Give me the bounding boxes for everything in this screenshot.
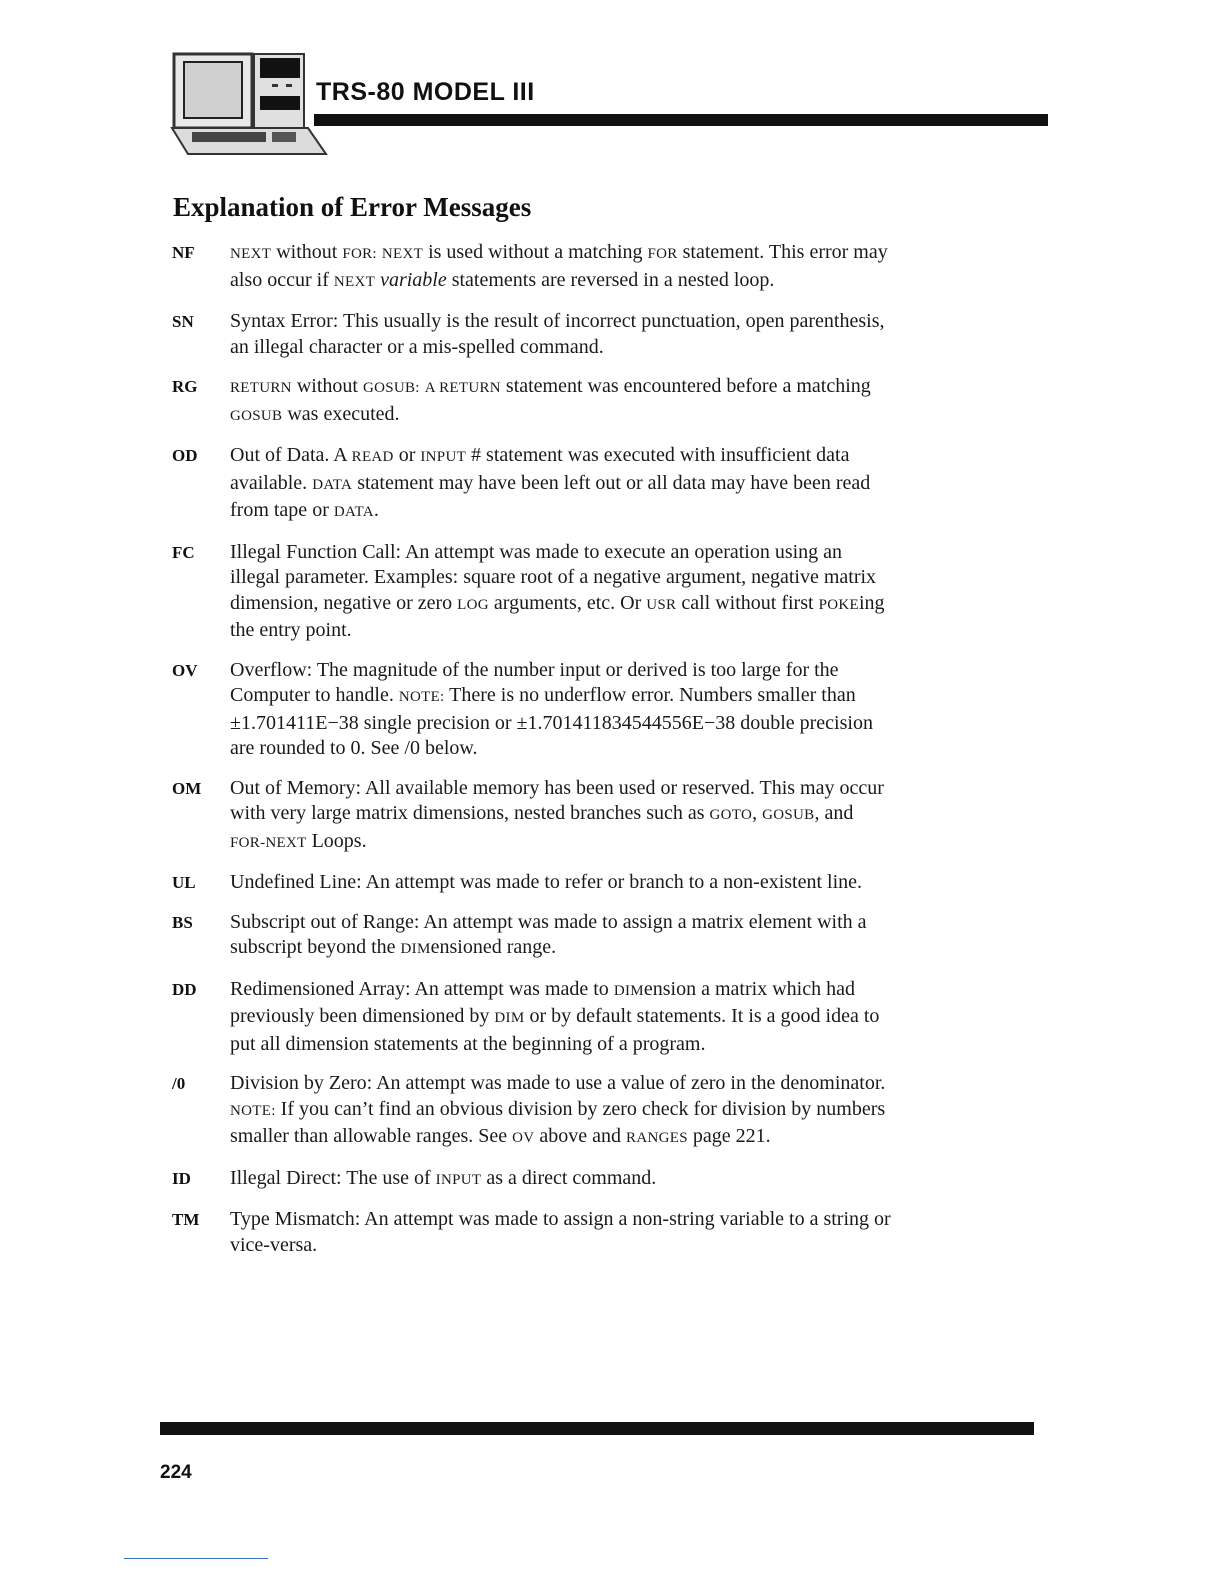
error-entry [172,374,892,429]
description-text: Overflow: The magnitude of the number input or derived is too large for the Computer to handle. [230,658,839,706]
error-description [230,977,892,1058]
keyword: NOTE: [230,1102,276,1119]
error-code: ID [172,1168,191,1188]
error-entry [172,1207,892,1258]
model-title: TRS-80 MODEL III [316,78,535,106]
error-code: BS [172,912,193,932]
description-text: was executed. [282,402,400,425]
error-code: NF [172,243,195,262]
description-text: , [752,802,763,824]
keyword: LOG [457,596,489,613]
description-text: statements are reversed in a nested loop. [446,268,775,291]
keyword: POKE [818,596,859,613]
description-text: ing the entry point. [230,591,885,641]
error-code: UL [172,873,196,892]
description-text: call without first [676,591,819,614]
trs80-computer-icon [168,48,328,158]
description-text: is used without a matching [423,241,648,263]
description-text: There is no underflow error. Numbers smaller than ±1.701411E−38 single precision or ±1.701411834544556E−38 double precision are rounded to 0. See /0 below. [230,684,873,759]
keyword: A RETURN [424,380,501,396]
description-text: as a direct command. [481,1166,657,1189]
keyword: GOSUB: [362,380,420,396]
footer-rule [160,1422,1034,1435]
error-code: RG [172,377,198,396]
description-text: . [373,499,379,521]
error-entry [172,910,892,963]
description-text: Division by Zero: An attempt was made to use a value of zero in the denominator. [230,1072,886,1094]
description-text: above and [534,1125,627,1147]
error-description [230,1207,892,1258]
error-code: DD [172,979,197,999]
error-entry [172,658,892,762]
error-entry [172,1166,892,1194]
section-title: Explanation of Error Messages [173,192,532,222]
description-text: arguments, etc. Or [488,591,647,614]
description-text: without [291,375,363,397]
keyword: DIM [494,1010,525,1026]
description-text: without [271,241,343,263]
keyword: DATA [333,504,374,520]
description-text: statement was encountered before a matching [500,375,871,397]
error-description [230,374,892,429]
description-text: Type Mismatch: An attempt was made to assign a non-string variable to a string or vice-versa. [230,1208,891,1256]
description-text: or by default statements. It is a good idea to put all dimension statements at the beginning of a program. [230,1005,880,1055]
keyword: NEXT [230,246,272,262]
keyword: RETURN [230,380,292,396]
keyword: FOR [647,246,678,262]
error-description [230,870,862,896]
keyword: INPUT [435,1171,482,1188]
keyword: FOR: [342,246,377,262]
keyword: OV [512,1130,535,1146]
keyword: INPUT [420,449,467,465]
error-entry [172,443,892,526]
keyword: USR [646,596,677,613]
error-description [230,1071,892,1152]
description-text: Loops. [306,829,367,852]
description-text: ension a matrix which had previously been dimensioned by [230,977,855,1027]
page-number: 224 [160,1462,192,1483]
error-description [230,1166,656,1194]
error-description [230,240,892,295]
keyword: NEXT [333,273,376,290]
footnote-rule [124,1558,268,1559]
error-code: OM [172,778,202,798]
description-text: Illegal Direct: The use of [230,1166,436,1189]
error-code: OV [172,660,198,680]
keyword: DIM [613,982,644,999]
keyword: RANGES [626,1130,688,1146]
error-description [230,910,892,963]
description-text: or [393,444,421,466]
description-text: Redimensioned Array: An attempt was made to [230,977,614,1000]
error-description [230,658,892,762]
error-description [230,443,892,526]
error-entry [172,240,892,295]
error-entry [172,309,892,360]
keyword: NEXT [381,246,424,262]
description-text: # statement was executed with insufficient data available. [230,444,850,494]
keyword: DATA [312,476,353,493]
error-entry [172,1071,892,1152]
error-entry [172,540,892,644]
error-entry [172,977,892,1058]
description-text: , and [814,802,854,824]
error-message-list [172,240,892,1272]
description-text: Out of Memory: All available memory has been used or reserved. This may occur with very large matrix dimensions, nested branches such as [230,776,884,824]
error-entry [172,776,892,857]
error-code: TM [172,1210,200,1229]
keyword: GOSUB [230,407,283,424]
description-text: Undefined Line: An attempt was made to refer or branch to a non-existent line. [230,871,863,893]
error-entry [172,870,892,896]
error-code: FC [172,542,195,562]
header-rule [314,114,1048,126]
description-text: Subscript out of Range: An attempt was made to assign a matrix element with a subscript beyond the [230,910,867,958]
keyword: DIM [400,941,431,957]
error-description [230,540,892,644]
keyword: GOTO [709,807,753,823]
description-text: page 221. [687,1125,771,1147]
keyword: READ [351,449,394,465]
italic-term: variable [380,268,447,291]
error-description [230,776,892,857]
error-code: SN [172,312,194,331]
description-text: If you can’t find an obvious division by zero check for division by numbers smaller than allowable ranges. See [230,1097,886,1147]
description-text: Out of Data. A [230,444,352,466]
keyword: NOTE: [398,689,445,705]
description-text: Illegal Function Call: An attempt was made to execute an operation using an illegal parameter. Examples: square root of a negative argument, negative matrix dimension, negative or zero [230,540,877,614]
keyword: FOR-NEXT [230,834,307,851]
keyword: GOSUB [762,807,815,823]
error-code: OD [172,446,198,465]
page-header [168,48,1048,158]
description-text: statement may have been left out or all data may have been read from tape or [230,471,871,521]
description-text: ensioned range. [430,936,557,958]
description-text: statement. This error may also occur if [230,241,888,291]
error-code: /0 [172,1074,186,1093]
description-text: Syntax Error: This usually is the result of incorrect punctuation, open parenthesis, an illegal character or a mis-spelled command. [230,310,885,358]
error-description [230,309,892,360]
